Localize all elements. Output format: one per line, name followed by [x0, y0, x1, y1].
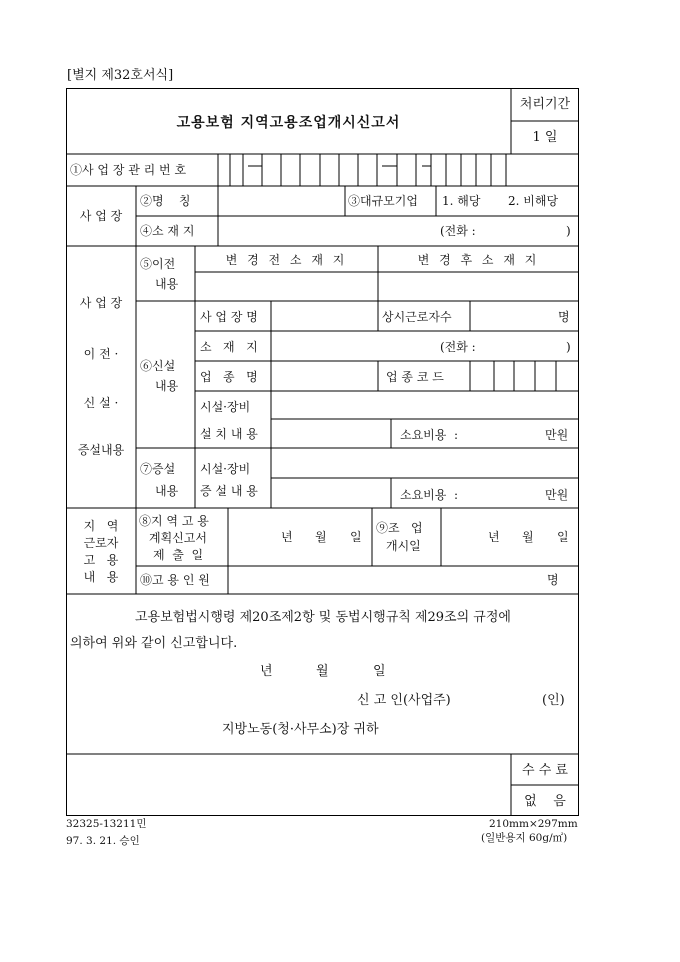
relocation-group-line-4: 증설내용 — [77, 443, 125, 457]
start-label-line-1: ⑨조 업 — [376, 521, 423, 535]
after-address-header: 변 경 후 소 재 지 — [417, 253, 540, 267]
form-title: 고용보험 지역고용조업개시신고서 — [176, 115, 401, 131]
plan-label-line-1: ⑧지 역 고 용 — [139, 514, 209, 528]
business-group-label: 사 업 장 — [79, 209, 123, 223]
facility-label-line-1: 시설·장비 — [200, 400, 251, 414]
before-address-input[interactable] — [196, 273, 377, 300]
relocation-group-line-1: 사 업 장 — [79, 296, 123, 310]
workers-label: 상시근로자수 — [382, 310, 452, 324]
regional-group-line-1: 지 역 — [83, 519, 119, 533]
reporter-signature-field[interactable] — [470, 688, 540, 710]
processing-period-value: 1 일 — [532, 130, 558, 145]
declaration-date-year: 년 — [260, 664, 273, 679]
facility-cost-label: 소요비용 : — [400, 428, 459, 442]
business-address-input[interactable] — [219, 217, 419, 245]
reporter-seal: (인) — [542, 693, 565, 708]
expand-facility-line-2: 증 설 내 용 — [200, 484, 258, 498]
expand-cost-unit: 만원 — [545, 488, 569, 502]
move-label-line-2: 내용 — [155, 277, 179, 291]
facility-label-line-2: 설 치 내 용 — [200, 427, 258, 441]
footer-size: 210mm×297mm — [489, 818, 578, 830]
start-date-month: 월 — [522, 530, 534, 544]
business-phone-label: (전화 : — [440, 224, 476, 238]
footer-approved: 97. 3. 21. 승인 — [66, 835, 140, 847]
addressee: 지방노동(청·사무소)장 귀하 — [222, 722, 379, 737]
footer-code: 32325-13211민 — [66, 818, 147, 830]
new-business-name-label: 사 업 장 명 — [200, 310, 258, 324]
business-address-label: ④소 재 지 — [140, 224, 195, 238]
new-phone-close: ) — [566, 340, 571, 354]
move-label-line-1: ⑤이전 — [140, 257, 176, 271]
start-date-year: 년 — [488, 530, 500, 544]
declaration-date-day: 일 — [373, 664, 386, 679]
declaration-line-1: 고용보험법시행령 제20조제2항 및 동법시행규칙 제29조의 규정에 — [135, 610, 511, 625]
reporter-label: 신 고 인(사업주) — [357, 693, 451, 708]
business-name-input[interactable] — [219, 187, 344, 215]
new-label-line-2: 내용 — [155, 379, 179, 393]
start-label-line-2: 개시일 — [386, 539, 421, 553]
start-date-day: 일 — [557, 530, 569, 544]
fee-label: 수 수 료 — [522, 763, 568, 778]
plan-date-year: 년 — [281, 530, 293, 544]
relocation-group-line-2: 이 전 · — [83, 347, 119, 361]
large-company-label: ③대규모기업 — [348, 194, 418, 208]
industry-name-input[interactable] — [272, 362, 377, 390]
regional-group-line-4: 내 용 — [83, 570, 119, 584]
workers-input[interactable] — [471, 302, 551, 330]
new-phone-label: (전화 : — [440, 340, 476, 354]
expand-facility-line-1: 시설·장비 — [200, 462, 251, 476]
before-address-header: 변 경 전 소 재 지 — [225, 253, 348, 267]
business-id-label: ①사 업 장 관 리 번 호 — [70, 163, 187, 177]
industry-name-label: 업 종 명 — [200, 370, 258, 384]
plan-date-day: 일 — [350, 530, 362, 544]
large-company-option-no[interactable]: 2. 비해당 — [508, 194, 559, 208]
expand-cost-label: 소요비용 : — [400, 488, 459, 502]
industry-code-input[interactable] — [471, 362, 578, 390]
new-address-label: 소 재 지 — [200, 340, 258, 354]
industry-code-label: 업 종 코 드 — [386, 370, 444, 384]
plan-label-line-2: 계획신고서 — [149, 531, 207, 545]
plan-label-line-3: 제 출 일 — [153, 548, 204, 562]
large-company-option-yes[interactable]: 1. 해당 — [442, 194, 481, 208]
facility-input[interactable] — [272, 392, 578, 418]
processing-period-label: 처리기간 — [519, 97, 571, 112]
plan-date-month: 월 — [315, 530, 327, 544]
business-phone-close: ) — [566, 224, 571, 238]
declaration-date-month: 월 — [316, 664, 329, 679]
expand-label-line-2: 내용 — [155, 484, 179, 498]
new-business-name-input[interactable] — [272, 302, 377, 330]
form-number: [별지 제32호서식] — [67, 68, 174, 83]
facility-cost-unit: 만원 — [545, 428, 569, 442]
footer-paper: (일반용지 60g/㎡) — [481, 832, 568, 844]
employment-label: ⑩고 용 인 원 — [140, 573, 210, 587]
workers-unit: 명 — [558, 310, 570, 324]
relocation-group-line-3: 신 설 · — [83, 396, 119, 410]
expand-label-line-1: ⑦증설 — [140, 462, 176, 476]
employment-input[interactable] — [229, 567, 549, 593]
expand-facility-input[interactable] — [272, 449, 578, 477]
employment-unit: 명 — [547, 573, 559, 587]
regional-group-line-3: 고 용 — [83, 553, 119, 567]
fee-value: 없 음 — [524, 794, 566, 809]
new-address-input[interactable] — [272, 332, 432, 360]
business-id-input[interactable] — [219, 155, 519, 185]
business-name-label: ②명 칭 — [140, 194, 191, 208]
after-address-input[interactable] — [379, 273, 578, 300]
declaration-line-2: 의하여 위와 같이 신고합니다. — [70, 636, 238, 651]
new-label-line-1: ⑥신설 — [140, 359, 176, 373]
regional-group-line-2: 근로자 — [83, 536, 119, 550]
